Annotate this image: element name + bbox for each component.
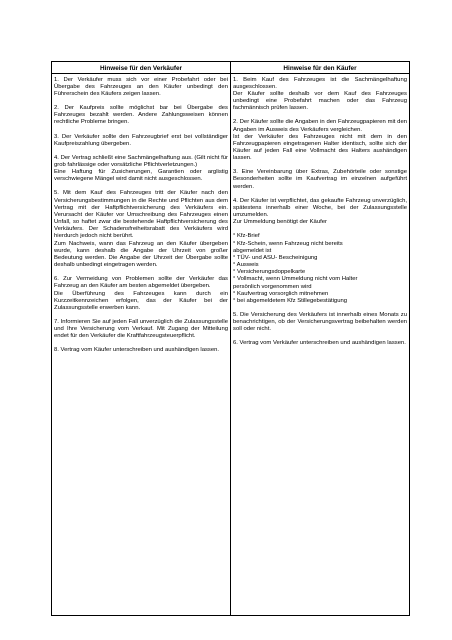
buyer-note-1: 1. Beim Kauf des Fahrzeuges ist die Sachmängelhaftung ausgeschlossen. Der Käufer sollte deshalb vor dem Kauf des Fahrzeuges unbedingt eine Probefahrt machen oder das Fahrzeug fachmännisch prüfen lassen. — [233, 76, 407, 112]
list-item: ° bei abgemeldetem Kfz Stillegebestätigung — [233, 297, 348, 304]
buyer-note-4: 4. Der Käufer ist verpflichtet, das gekaufte Fahrzeug unverzüglich, spätestens innerhalb einer Woche, bei der Zulassungsstelle umzumelden. Zur Ummeldung benötigt der Käufer — [233, 197, 407, 226]
list-item: ° Vollmacht, wenn Ummeldung nicht vom Halter persönlich vorgenommen wird — [233, 276, 358, 290]
header-buyer: Hinweise für den Käufer — [231, 62, 410, 74]
buyer-notes — [231, 73, 410, 615]
seller-note-8: 8. Vertrag vom Käufer unterschreiben und aushändigen lassen. — [54, 347, 220, 354]
seller-note-3: 3. Der Verkäufer sollte den Fahrzeugbrief erst bei vollständiger Kaufpreiszahlung übergeben. — [54, 133, 228, 147]
seller-note-7: 7. Informieren Sie auf jeden Fall unverzüglich die Zulassungsstelle und Ihre Versicherung vom Verkauf. Mit Zugang der Mitteilung endet für den Verkäufer die Kraftfahrzeugsteuerpflicht. — [54, 318, 228, 340]
body-row — [52, 73, 410, 615]
buyer-note-6: 6. Vertrag vom Verkäufer unterschreiben und aushändigen lassen. — [233, 340, 406, 347]
seller-notes — [52, 73, 231, 615]
seller-note-6: 6. Zur Vermeidung von Problemen sollte der Verkäufer das Fahrzeug an den Käufer am besten abgemeldet übergeben. Die Überführung des Fahrzeuges kann durch ein Kurzzeitkennzeichen erfolgen, das der Käufer bei der Zulassungsstelle erwerben kann. — [54, 276, 228, 311]
seller-note-5: 5. Mit dem Kauf des Fahrzeuges tritt der Käufer nach den Versicherungsbestimmungen in die Rechte und Pflichten aus dem Vertrag mit der Haftpflichtversicherung des Verkäufers ein. Verursacht der Käufer vor Umschreibung des Fahrzeuges einen Unfall, so haftet zwar die bestehende Haftpflichtversicherung des Verkäufers. Der Schadensfreiheitsrabatt des Verkäufers wird hierdurch jedoch nicht berührt. Zum Nachweis, wann das Fahrzeug an den Käufer übergeben wurde, kann deshalb die Angabe der Uhrzeit von großer Bedeutung werden. Die Angabe der Uhrzeit der Übergabe sollte deshalb unbedingt eingetragen werden. — [54, 190, 228, 269]
header-seller: Hinweise für den Verkäufer — [52, 62, 231, 74]
buyer-note-2: 2. Der Käufer sollte die Angaben in den Fahrzeugpapieren mit den Angaben im Ausweis des Verkäufers vergleichen. Ist der Verkäufer des Fahrzeuges nicht mit dem in den Fahrzeugpapieren eingetragenen Halter identisch, sollte sich der Käufer auf jeden Fall eine Vollmacht des Halters aushändigen lassen. — [233, 119, 407, 162]
list-item: ° TÜV- und ASU- Bescheinigung — [233, 254, 318, 261]
buyer-note-5: 5. Die Versicherung des Verkäufers ist innerhalb eines Monats zu benachrichtigen, ob der Versicherungsvertrag beibehalten werden soll oder nicht. — [233, 311, 407, 333]
notes-table — [51, 61, 410, 616]
header-row — [52, 62, 410, 74]
required-documents-list — [233, 233, 407, 305]
seller-note-1: 1. Der Verkäufer muss sich vor einer Probefahrt oder bei Übergabe des Fahrzeuges an den Käufer unbedingt den Führerschein des Käufers zeigen lassen. — [54, 76, 228, 97]
list-item: ° Ausweis — [233, 262, 259, 269]
seller-note-2: 2. Der Kaufpreis sollte möglichst bar bei Übergabe des Fahrzeuges bezahlt werden. Andere Zahlungsweisen können rechtliche Probleme bringen. — [54, 105, 228, 126]
list-item: ° Kaufvertrag vorsorglich mitnehmen — [233, 290, 329, 297]
list-item: ° Versicherungsdoppelkarte — [233, 269, 306, 276]
list-item: ° Kfz-Brief — [233, 233, 260, 240]
buyer-note-3: 3. Eine Vereinbarung über Extras, Zubehörteile oder sonstige Besonderheiten sollte im Kaufvertrag im einzelnen aufgeführt werden. — [233, 169, 407, 190]
seller-note-4: 4. Der Vertrag schließt eine Sachmängelhaftung aus. (Gilt nicht für grob fahrlässige oder vorsätzliche Pflichtverletzungen.) Eine Haftung für Zusicherungen, Garantien oder arglistig verschwiegene Mängel wird damit nicht ausgeschlossen. — [54, 154, 228, 183]
list-item: ° Kfz-Schein, wenn Fahrzeug nicht bereits abgemeldet ist — [233, 240, 343, 254]
